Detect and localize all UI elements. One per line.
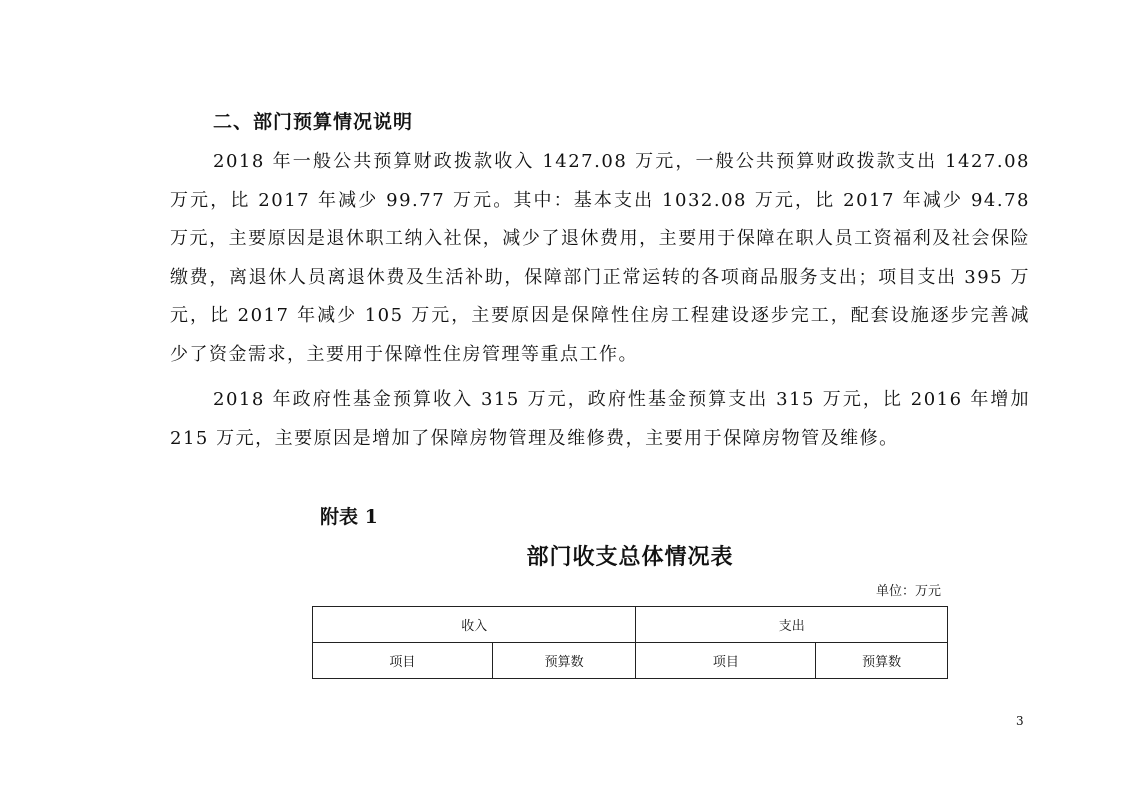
- income-budget-header: 预算数: [492, 643, 636, 679]
- budget-table: [312, 606, 948, 679]
- table-title: 部门收支总体情况表: [526, 544, 734, 570]
- table-group-header-row: [313, 607, 948, 643]
- section-heading: 二、部门预算情况说明: [213, 111, 414, 133]
- appendix-label: 附表 1: [320, 506, 378, 528]
- income-group-header: 收入: [313, 607, 636, 643]
- unit-label: 单位：万元: [875, 584, 941, 599]
- expense-budget-header: 预算数: [816, 643, 948, 679]
- paragraph-general-budget: 2018 年一般公共预算财政拨款收入 1427.08 万元，一般公共预算财政拨款支出 1427.08 万元，比 2017 年减少 99.77 万元。其中：基本支出 1032.08 万元，比 2017 年减少 94.78 万元，主要原因是退休职工纳入社保，减少了退休费用，主要用于保障在职人员工资福利及社会保险缴费，离退休人员离退休费及生活补助，保障部门正常运转的各项商品服务支出；项目支出 395 万元，比 2017 年减少 105 万元，主要原因是保障性住房工程建设逐步完工，配套设施逐步完善减少了资金需求，主要用于保障性住房管理等重点工作。: [170, 151, 1030, 365]
- expense-group-header: 支出: [636, 607, 948, 643]
- paragraph-fund-budget: 2018 年政府性基金预算收入 315 万元，政府性基金预算支出 315 万元，比 2016 年增加 215 万元，主要原因是增加了保障房物管理及维修费，主要用于保障房物管及维修。: [170, 389, 1030, 449]
- table-column-header-row: [313, 643, 948, 679]
- page-number: 3: [1016, 714, 1024, 728]
- income-item-header: 项目: [313, 643, 493, 679]
- expense-item-header: 项目: [636, 643, 816, 679]
